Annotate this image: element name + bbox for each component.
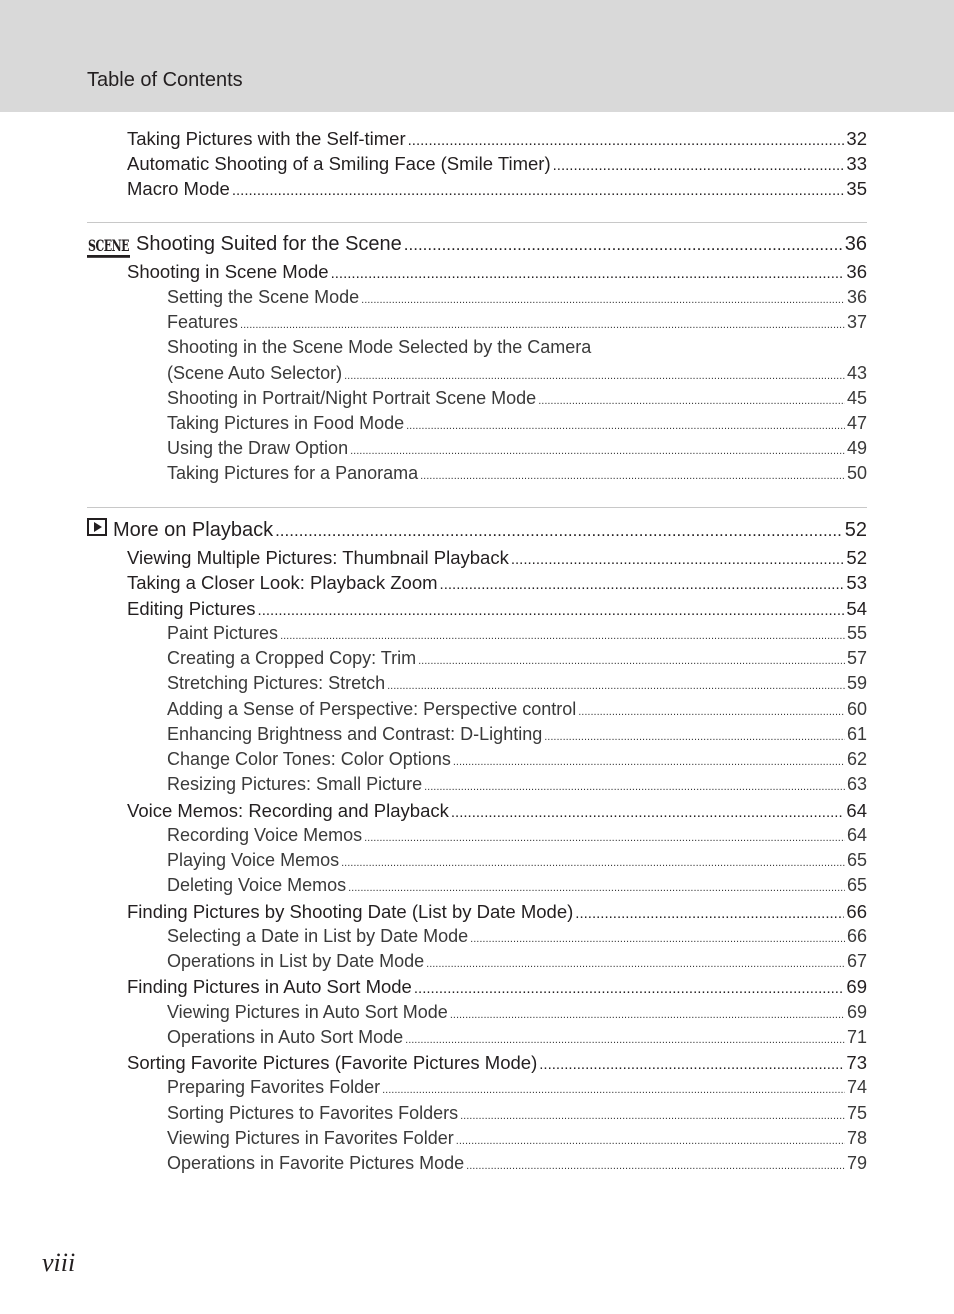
toc-entry-title: Using the Draw Option: [167, 438, 349, 459]
leader-dots: [364, 826, 845, 851]
toc-entry-title: Operations in Favorite Pictures Mode: [167, 1153, 465, 1173]
leader-dots: [440, 572, 845, 597]
toc-entry-title: Sorting Pictures to Favorites Folders: [167, 1102, 459, 1123]
toc-entry[interactable]: [127, 798, 867, 823]
toc-entry-page: 33: [846, 153, 867, 174]
toc-entry[interactable]: [167, 621, 867, 646]
toc-entry-title: Sorting Favorite Pictures (Favorite Pictures Mode): [127, 1052, 538, 1073]
toc-entry-page: 73: [846, 1052, 867, 1073]
toc-entry-title: Selecting a Date in List by Date Mode: [167, 925, 469, 946]
leader-dots: [387, 674, 845, 699]
leader-dots: [578, 700, 845, 725]
toc-entry-title: Viewing Multiple Pictures: Thumbnail Playback: [127, 547, 509, 568]
toc-entry[interactable]: [167, 949, 867, 974]
leader-dots: [424, 775, 845, 800]
toc-entry-title: Taking a Closer Look: Playback Zoom: [127, 572, 438, 594]
toc-entry-page: 61: [846, 723, 867, 744]
toc-entry[interactable]: [167, 646, 867, 671]
section-divider: [87, 507, 867, 508]
toc-entry-title: Recording Voice Memos: [167, 824, 363, 845]
leader-dots: [544, 725, 845, 750]
leader-dots: [275, 517, 843, 545]
leader-dots: [341, 851, 845, 876]
section-divider: [87, 222, 867, 223]
toc-entry[interactable]: [127, 545, 867, 570]
toc-entry[interactable]: [167, 924, 867, 949]
leader-dots: [258, 598, 845, 623]
leader-dots: [280, 624, 845, 649]
toc-entry-page: 32: [846, 128, 867, 149]
toc-entry-title: Deleting Voice Memos: [167, 875, 347, 896]
toc-entry-title: Resizing Pictures: Small Picture: [167, 774, 423, 795]
leader-dots: [348, 876, 845, 901]
toc-entry[interactable]: [167, 1151, 867, 1176]
leader-dots: [460, 1104, 845, 1129]
toc-entry[interactable]: [127, 259, 867, 284]
leader-dots: [420, 464, 845, 489]
toc-entry-page: 79: [846, 1153, 867, 1173]
toc-section-page: 36: [844, 233, 867, 255]
toc-entry[interactable]: [167, 722, 867, 747]
leader-dots: [404, 231, 843, 259]
toc-entry-page: 53: [846, 572, 867, 594]
toc-entry[interactable]: [167, 1025, 867, 1050]
leader-dots: [453, 750, 845, 775]
toc-entry-page: 47: [846, 413, 867, 433]
toc-entry-page: 65: [846, 875, 867, 896]
toc-entry-title: Adding a Sense of Perspective: Perspective control: [167, 698, 577, 719]
page-number: viii: [42, 1248, 76, 1277]
toc-entry-title: Stretching Pictures: Stretch: [167, 673, 386, 694]
toc-entry-title: Viewing Pictures in Auto Sort Mode: [167, 1001, 448, 1022]
toc-entry[interactable]: [167, 873, 867, 898]
playback-icon: [87, 518, 107, 536]
toc-entry[interactable]: [127, 1050, 867, 1075]
toc-entry[interactable]: [127, 570, 867, 595]
toc-entry-page: 36: [846, 287, 867, 307]
toc-entry-title: Operations in List by Date Mode: [167, 951, 425, 971]
toc-entry[interactable]: [167, 386, 867, 411]
toc-entry-title: Finding Pictures by Shooting Date (List by Date Mode): [127, 900, 574, 922]
toc-entry-title: Change Color Tones: Color Options: [167, 749, 451, 769]
toc-entry[interactable]: [167, 1126, 867, 1151]
leader-dots: [426, 952, 845, 977]
toc-entry[interactable]: [167, 285, 867, 310]
toc-entry[interactable]: [167, 1000, 867, 1025]
toc-entry[interactable]: [127, 974, 867, 999]
toc-entry-page: 43: [846, 362, 867, 383]
toc-entry-page: 71: [846, 1026, 867, 1047]
toc-entry-page: 59: [846, 673, 867, 694]
toc-entry[interactable]: [167, 747, 867, 772]
toc-entry-page: 64: [846, 824, 867, 845]
toc-entry-title: Enhancing Brightness and Contrast: D-Lighting: [167, 723, 543, 744]
toc-entry-page: 78: [846, 1127, 867, 1148]
toc-entry-title: Shooting in Scene Mode: [127, 261, 329, 282]
toc-entry[interactable]: [167, 697, 867, 722]
toc-entry[interactable]: [167, 1075, 867, 1100]
leader-dots: [456, 1129, 845, 1154]
toc-entry-page: 36: [846, 261, 867, 282]
toc-entry-page: 50: [846, 463, 867, 484]
toc-entry[interactable]: [167, 1101, 867, 1126]
toc-entry-page: 60: [846, 698, 867, 719]
toc-entry-page: 69: [846, 976, 867, 998]
toc-entry-title: Taking Pictures for a Panorama: [167, 463, 419, 484]
toc-entry[interactable]: [167, 436, 867, 461]
toc-entry[interactable]: [167, 461, 867, 486]
toc-entry-page: 57: [846, 648, 867, 668]
toc-entry-page: 62: [846, 749, 867, 769]
toc-entry-title: Shooting in the Scene Mode Selected by the Camera: [167, 337, 592, 358]
toc-entry[interactable]: [167, 848, 867, 873]
toc-entry[interactable]: [167, 310, 867, 335]
toc-section-title: More on Playback: [113, 519, 274, 541]
toc-entry-title: Finding Pictures in Auto Sort Mode: [127, 976, 412, 998]
toc-entry-title: Shooting in Portrait/Night Portrait Scene Mode: [167, 387, 537, 408]
toc-section-title: Shooting Suited for the Scene: [136, 233, 402, 255]
toc-entry-page: 63: [846, 774, 867, 795]
leader-dots: [331, 261, 845, 286]
toc-entry-title: Features: [167, 312, 239, 333]
toc-entry-title: Creating a Cropped Copy: Trim: [167, 648, 417, 668]
toc-entry-page: 52: [846, 547, 867, 568]
toc-entry-page: 37: [846, 312, 867, 333]
header-title: Table of Contents: [87, 69, 243, 91]
toc-entry-title: Taking Pictures in Food Mode: [167, 413, 405, 433]
toc-section-playback[interactable]: [87, 516, 867, 544]
leader-dots: [553, 153, 845, 178]
toc-entry-page: 49: [846, 438, 867, 459]
toc-entry-page: 75: [846, 1102, 867, 1123]
toc-entry-title: Automatic Shooting of a Smiling Face (Smile Timer): [127, 153, 551, 174]
toc-entry-page: 45: [846, 387, 867, 408]
toc-entry[interactable]: [167, 823, 867, 848]
leader-dots: [575, 901, 844, 926]
toc-entry-title: Viewing Pictures in Favorites Folder: [167, 1127, 454, 1148]
leader-dots: [408, 128, 845, 153]
toc-entry-title: Voice Memos: Recording and Playback: [127, 799, 449, 821]
toc-entry[interactable]: [127, 151, 867, 176]
leader-dots: [466, 1154, 845, 1179]
leader-dots: [511, 547, 845, 572]
toc-entry-title: (Scene Auto Selector): [167, 362, 343, 383]
leader-dots: [414, 976, 845, 1001]
toc-entry-title: Setting the Scene Mode: [167, 287, 360, 307]
toc-entry[interactable]: [167, 411, 867, 436]
toc-entry-page: 65: [846, 850, 867, 870]
toc-entry-page: 66: [846, 925, 867, 946]
toc-entry-title: Operations in Auto Sort Mode: [167, 1026, 404, 1047]
toc-entry-title: Preparing Favorites Folder: [167, 1077, 381, 1098]
toc-entry-page: 54: [846, 597, 867, 619]
leader-dots: [470, 927, 845, 952]
toc-entry[interactable]: [167, 772, 867, 797]
toc-entry[interactable]: [167, 671, 867, 696]
leader-dots: [418, 649, 845, 674]
toc-entry[interactable]: [127, 176, 867, 201]
toc-entry[interactable]: [127, 596, 867, 621]
toc-section-scene[interactable]: [87, 230, 867, 258]
toc-entry-page: 64: [846, 799, 867, 821]
toc-entry[interactable]: [167, 361, 867, 386]
leader-dots: [450, 1003, 845, 1028]
page-header: [0, 0, 954, 112]
toc-entry-page: 66: [846, 900, 867, 922]
toc-entry[interactable]: [167, 335, 867, 360]
leader-dots: [451, 800, 845, 825]
leader-dots: [539, 1052, 844, 1077]
toc-entry-page: 69: [846, 1001, 867, 1022]
leader-dots: [232, 178, 845, 203]
toc-entry-title: Playing Voice Memos: [167, 850, 340, 870]
toc-entry-title: Macro Mode: [127, 178, 230, 199]
toc-entry-page: 35: [846, 178, 867, 199]
toc-entry-title: Paint Pictures: [167, 622, 279, 643]
toc-section-page: 52: [844, 519, 867, 541]
leader-dots: [405, 1028, 845, 1053]
toc-entry[interactable]: [127, 126, 867, 151]
toc-entry-page: 67: [846, 951, 867, 971]
toc-entry-title: Editing Pictures: [127, 597, 256, 619]
toc-entry-page: 55: [846, 622, 867, 643]
leader-dots: [382, 1078, 845, 1103]
toc-entry-page: 74: [846, 1077, 867, 1098]
toc-entry[interactable]: [127, 899, 867, 924]
toc-entry-title: Taking Pictures with the Self-timer: [127, 128, 406, 149]
scene-mode-icon: SCENE: [87, 238, 130, 258]
